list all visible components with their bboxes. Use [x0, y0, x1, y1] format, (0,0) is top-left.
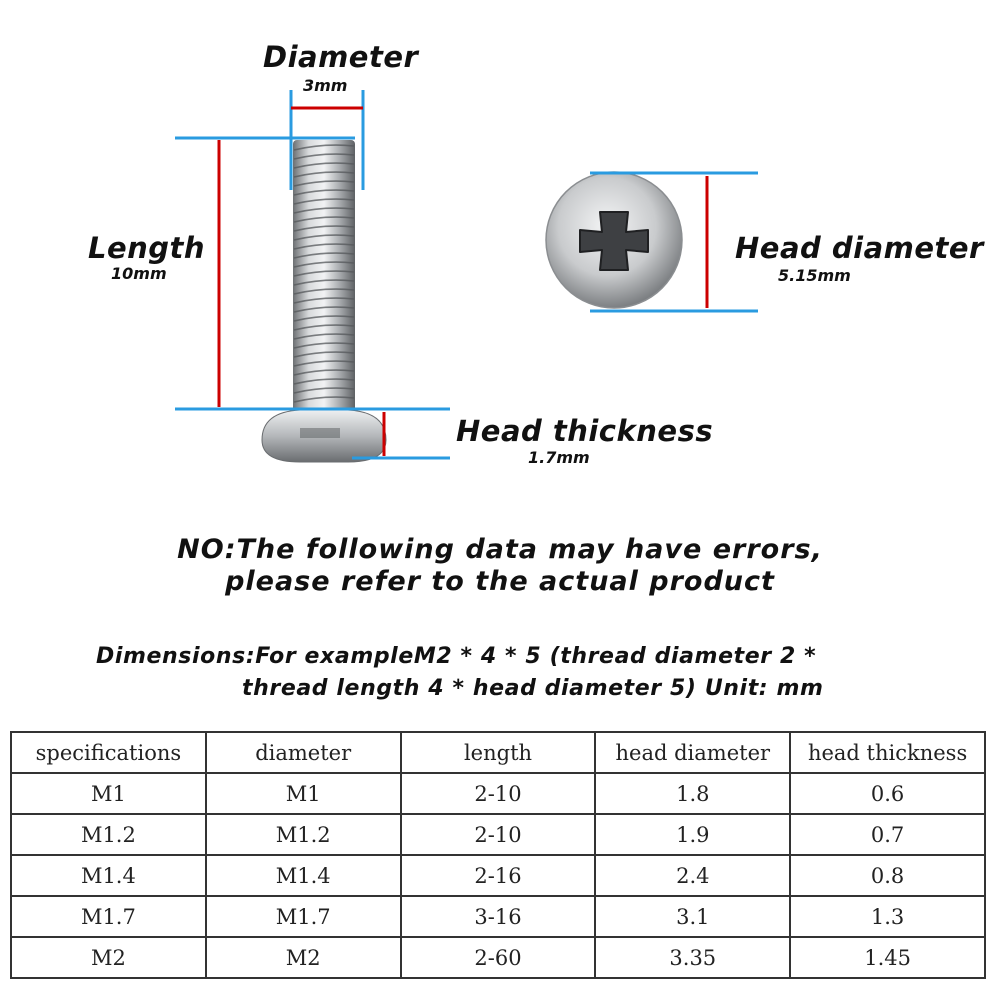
- cell-length: 2-10: [401, 814, 596, 855]
- header-specifications: specifications: [11, 732, 206, 773]
- cell-head-diameter: 2.4: [595, 855, 790, 896]
- length-label: Length: [88, 231, 206, 265]
- cell-specification: M1: [11, 773, 206, 814]
- table-row: [11, 814, 985, 855]
- cell-specification: M1.4: [11, 855, 206, 896]
- screw-top-view: [546, 172, 682, 308]
- spec-table: [10, 731, 986, 979]
- cell-head-thickness: 0.6: [790, 773, 985, 814]
- length-value: 10mm: [111, 264, 167, 283]
- table-row: [11, 896, 985, 937]
- screw-side-view: [262, 140, 386, 462]
- cell-diameter: M2: [206, 937, 401, 978]
- head-diameter-value: 5.15mm: [778, 266, 851, 285]
- cell-diameter: M1.7: [206, 896, 401, 937]
- dimensions-note-line-2: thread length 4 * head diameter 5) Unit: mm: [242, 676, 824, 701]
- cell-length: 2-60: [401, 937, 596, 978]
- header-diameter: diameter: [206, 732, 401, 773]
- cell-diameter: M1: [206, 773, 401, 814]
- dimensions-note-line-1: Dimensions:For exampleM2 * 4 * 5 (thread diameter 2 *: [96, 644, 817, 669]
- head-slot: [300, 428, 340, 438]
- notice-line-1: NO:The following data may have errors,: [177, 534, 823, 565]
- table-row: [11, 855, 985, 896]
- cell-head-thickness: 0.8: [790, 855, 985, 896]
- head-thickness-value: 1.7mm: [528, 448, 590, 467]
- header-head-diameter: head diameter: [595, 732, 790, 773]
- cell-diameter: M1.2: [206, 814, 401, 855]
- cell-length: 2-16: [401, 855, 596, 896]
- cell-diameter: M1.4: [206, 855, 401, 896]
- header-head-thickness: head thickness: [790, 732, 985, 773]
- cell-head-thickness: 0.7: [790, 814, 985, 855]
- cell-head-diameter: 1.9: [595, 814, 790, 855]
- cell-specification: M1.7: [11, 896, 206, 937]
- cell-specification: M1.2: [11, 814, 206, 855]
- header-length: length: [401, 732, 596, 773]
- cell-head-diameter: 1.8: [595, 773, 790, 814]
- cell-head-diameter: 3.35: [595, 937, 790, 978]
- cell-head-thickness: 1.45: [790, 937, 985, 978]
- diameter-value: 3mm: [303, 76, 348, 95]
- table-row: [11, 773, 985, 814]
- diameter-label: Diameter: [263, 40, 419, 74]
- table-header-row: [11, 732, 985, 773]
- cell-length: 3-16: [401, 896, 596, 937]
- cell-head-thickness: 1.3: [790, 896, 985, 937]
- notice-line-2: please refer to the actual product: [225, 566, 775, 597]
- head-diameter-label: Head diameter: [735, 231, 984, 265]
- cell-length: 2-10: [401, 773, 596, 814]
- head-thickness-label: Head thickness: [456, 414, 714, 448]
- cell-specification: M2: [11, 937, 206, 978]
- cell-head-diameter: 3.1: [595, 896, 790, 937]
- table-row: [11, 937, 985, 978]
